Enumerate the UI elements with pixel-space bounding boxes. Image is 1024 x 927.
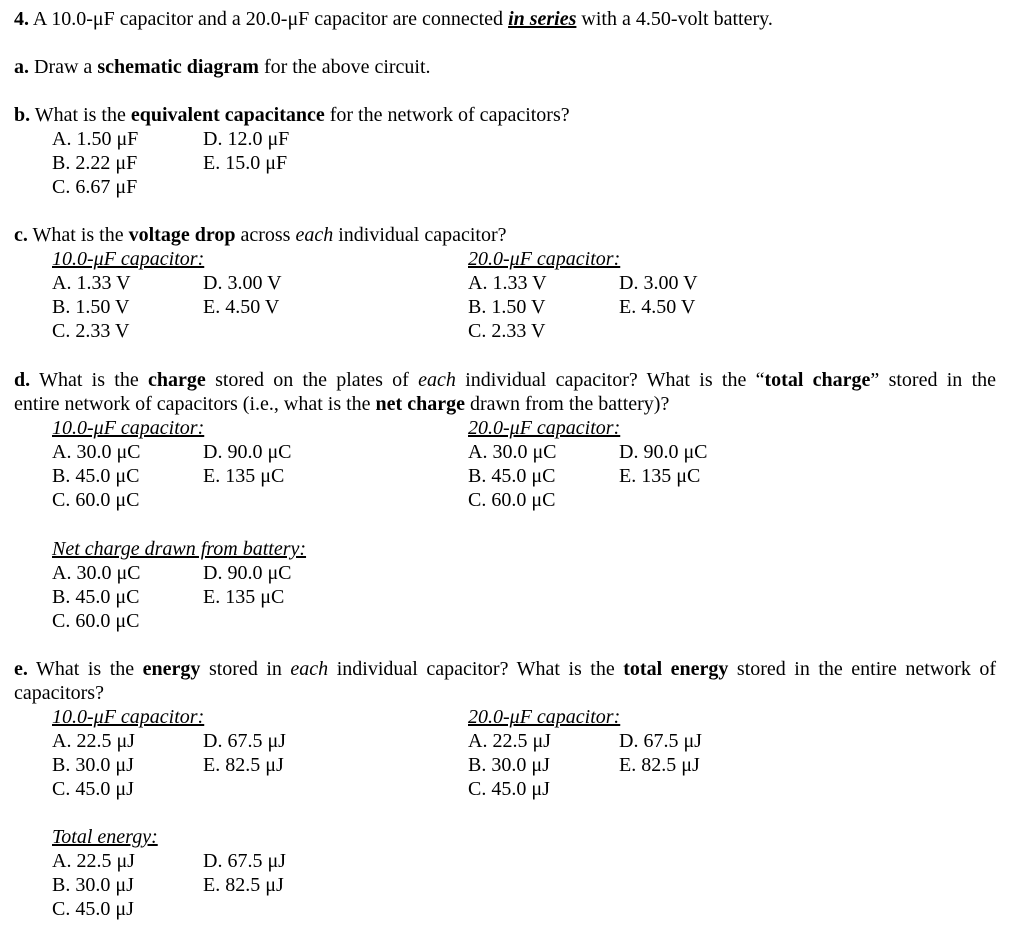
subheading-net-charge: Net charge drawn from battery:: [52, 538, 307, 560]
answer-choice[interactable]: A. 1.33 V: [52, 272, 131, 294]
stem-emphasis: in series: [508, 8, 577, 30]
answer-choice[interactable]: B. 30.0 μJ: [468, 754, 550, 776]
subheading-total-energy: Total energy:: [52, 826, 158, 848]
answer-choice[interactable]: C. 45.0 μJ: [52, 898, 134, 920]
subheading-10uf: 10.0-μF capacitor:: [52, 706, 205, 728]
answer-choice[interactable]: D. 67.5 μJ: [203, 850, 286, 872]
part-label: d.: [14, 369, 31, 391]
part-d-prompt-line2: [14, 392, 669, 416]
answer-choice[interactable]: A. 22.5 μJ: [52, 730, 135, 752]
prompt-keyword: equivalent capacitance: [130, 104, 325, 126]
answer-choice[interactable]: B. 1.50 V: [468, 296, 546, 318]
answer-choice[interactable]: C. 60.0 μC: [468, 489, 556, 511]
prompt-text: across: [240, 224, 291, 246]
prompt-text: entire network of capacitors (i.e., what is the: [14, 393, 371, 415]
answer-choice[interactable]: B. 30.0 μJ: [52, 874, 134, 896]
answer-choice[interactable]: B. 45.0 μC: [52, 586, 140, 608]
answer-choice[interactable]: D. 90.0 μC: [619, 441, 708, 463]
prompt-text: What is the: [34, 104, 126, 126]
part-label: c.: [14, 224, 28, 246]
answer-choice[interactable]: C. 6.67 μF: [52, 176, 138, 198]
stem-text-1: A 10.0-μF capacitor and a 20.0-μF capacitor are connected: [32, 8, 504, 30]
answer-choice[interactable]: E. 135 μC: [203, 586, 285, 608]
answer-choice[interactable]: C. 2.33 V: [468, 320, 546, 342]
answer-choice[interactable]: E. 82.5 μJ: [203, 754, 284, 776]
answer-choice[interactable]: A. 30.0 μC: [468, 441, 557, 463]
prompt-text: What is the: [32, 224, 124, 246]
answer-choice[interactable]: A. 1.33 V: [468, 272, 547, 294]
prompt-text: individual capacitor? What is the: [336, 658, 615, 680]
answer-choice[interactable]: E. 4.50 V: [203, 296, 280, 318]
answer-choice[interactable]: E. 82.5 μJ: [619, 754, 700, 776]
prompt-text: drawn from the battery)?: [469, 393, 670, 415]
part-label: a.: [14, 56, 29, 78]
prompt-text: stored on the plates of: [215, 369, 409, 391]
subheading-20uf: 20.0-μF capacitor:: [468, 706, 621, 728]
answer-choice[interactable]: A. 1.50 μF: [52, 128, 139, 150]
answer-choice[interactable]: E. 82.5 μJ: [203, 874, 284, 896]
answer-choice[interactable]: C. 45.0 μJ: [468, 778, 550, 800]
answer-choice[interactable]: D. 3.00 V: [619, 272, 698, 294]
answer-choice[interactable]: B. 45.0 μC: [52, 465, 140, 487]
prompt-text: What is the: [36, 658, 135, 680]
prompt-italic: each: [418, 369, 456, 391]
answer-choice[interactable]: A. 22.5 μJ: [468, 730, 551, 752]
answer-choice[interactable]: E. 15.0 μF: [203, 152, 288, 174]
answer-choice[interactable]: D. 90.0 μC: [203, 562, 292, 584]
prompt-italic: each: [290, 658, 329, 680]
prompt-text: individual capacitor? What is the “: [465, 369, 765, 391]
answer-choice[interactable]: E. 135 μC: [619, 465, 701, 487]
answer-choice[interactable]: B. 1.50 V: [52, 296, 130, 318]
prompt-text: for the network of capacitors?: [329, 104, 570, 126]
answer-choice[interactable]: C. 60.0 μC: [52, 610, 140, 632]
part-label: e.: [14, 658, 28, 680]
stem-text-2: with a 4.50-volt battery.: [581, 8, 773, 30]
answer-choice[interactable]: D. 67.5 μJ: [619, 730, 702, 752]
prompt-keyword: total energy: [623, 658, 729, 680]
prompt-keyword: energy: [142, 658, 201, 680]
prompt-keyword: net charge: [375, 393, 465, 415]
prompt-text: for the above circuit.: [263, 56, 431, 78]
answer-choice[interactable]: D. 90.0 μC: [203, 441, 292, 463]
part-c-prompt: [14, 223, 507, 247]
answer-choice[interactable]: D. 3.00 V: [203, 272, 282, 294]
question-number: 4.: [14, 8, 29, 30]
answer-choice[interactable]: B. 2.22 μF: [52, 152, 138, 174]
part-a-prompt: [14, 55, 431, 79]
subheading-20uf: 20.0-μF capacitor:: [468, 248, 621, 270]
answer-choice[interactable]: D. 12.0 μF: [203, 128, 290, 150]
subheading-10uf: 10.0-μF capacitor:: [52, 417, 205, 439]
answer-choice[interactable]: C. 2.33 V: [52, 320, 130, 342]
answer-choice[interactable]: A. 30.0 μC: [52, 562, 141, 584]
prompt-keyword: total charge: [764, 369, 871, 391]
subheading-20uf: 20.0-μF capacitor:: [468, 417, 621, 439]
answer-choice[interactable]: C. 45.0 μJ: [52, 778, 134, 800]
part-e-prompt-line2: capacitors?: [14, 682, 104, 704]
answer-choice[interactable]: B. 30.0 μJ: [52, 754, 134, 776]
question-4-stem: [14, 7, 773, 31]
prompt-italic: each: [295, 224, 334, 246]
prompt-keyword: voltage drop: [128, 224, 236, 246]
part-b-prompt: [14, 103, 570, 127]
part-label: b.: [14, 104, 31, 126]
answer-choice[interactable]: D. 67.5 μJ: [203, 730, 286, 752]
part-e-prompt-line1: [14, 657, 996, 681]
prompt-keyword: charge: [148, 369, 206, 391]
prompt-text: stored in the entire network of: [736, 658, 997, 680]
answer-choice[interactable]: B. 45.0 μC: [468, 465, 556, 487]
prompt-keyword: schematic diagram: [97, 56, 259, 78]
part-d-prompt-line1: [14, 368, 996, 392]
prompt-text: Draw a: [34, 56, 93, 78]
answer-choice[interactable]: A. 30.0 μC: [52, 441, 141, 463]
prompt-text: What is the: [39, 369, 139, 391]
answer-choice[interactable]: C. 60.0 μC: [52, 489, 140, 511]
prompt-text: ” stored in the: [870, 369, 997, 391]
prompt-text: individual capacitor?: [338, 224, 507, 246]
answer-choice[interactable]: A. 22.5 μJ: [52, 850, 135, 872]
answer-choice[interactable]: E. 4.50 V: [619, 296, 696, 318]
prompt-text: stored in: [208, 658, 282, 680]
subheading-10uf: 10.0-μF capacitor:: [52, 248, 205, 270]
answer-choice[interactable]: E. 135 μC: [203, 465, 285, 487]
